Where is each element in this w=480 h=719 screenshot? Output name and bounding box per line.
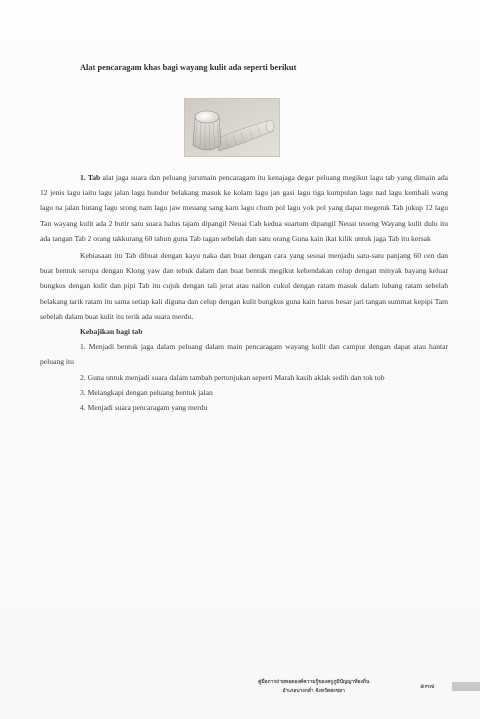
list-item-4: 4. Menjadi suara pencaragam yang merdu: [80, 403, 208, 413]
footer-caption: [258, 678, 369, 696]
tab-description: alat jaga suara dan peluang jurumain pencaragam itu kenajaga degar peluang megikut lagu tab yang dimain ada 12 jenis lagu iaitu lagu jalan lagu hundur belakang masuk ke kolam lagu jan gasi lagu tiga kumpulan lagu nad lagu kembali wang lagu na jalan hutang lagu srong nam lagu jaw meuang sang karn lagu chum pol lagu yok pol yang dapat megetuk Tab jukup 12 lagu Tan wayang kulit ada 2 butir satu suara halus tajam dipangil Neuai Cab kedua suartum dipangil Neuai teueng Wayang kulit dulu itu ada tangan Tab 2 orang takkurang 60 tahun guna Tab tagan sebelah dan satu orang Guna kain ikat kilik untuk jaga Tab itu kersak: [40, 173, 448, 243]
list-item-3: 3. Melangkapi dengan peluang bentuk jalan: [80, 387, 213, 397]
page-tab-marker: [452, 682, 480, 691]
body-text: [40, 170, 448, 415]
footer-line-1: คู่มือการถ่ายทอดองค์ความรู้ของครูภูมิปัญญาท้องถิ่น: [258, 679, 370, 685]
paragraph-construction: Kebiasaan itu Tab dibuat dengan kayu naka dan buat dengan cara yang sesuai menjadu satu-satu panjang 60 cen dan buat bentuk serupa dengan Klong yaw dan tebuk dalam dan buat bentuk megikut kehendakan celup dengan minyak bayang keluar bungkus dengan kulit dan pipi Tab itu cujuk dengan tali jerat atau nailon cukul dengan ratam masuk dalam lubang ratam sebelah belakang tarik ratam itu sama setiap kali diguna dan celup dengan kulit bungkus guna kain harus besar jari tangan summat kepipi Tam sebelah dalam buat kulit itu terik ada suara merdu.: [40, 251, 448, 321]
drum-photo: [184, 98, 280, 157]
footer-line-2: อำเภอบางกล่ำ จังหวัดสงขลา: [282, 688, 345, 694]
list-item-1: 1. Menjadi bentuk jaga dalam peluang dalam main pencaragam wayang kulit dan campur dengan dapat atau hantar peluang itu: [40, 342, 448, 367]
tab-label: 1. Tab: [80, 173, 101, 182]
page-number: ๑๓๗: [420, 682, 435, 690]
paragraph-tab: [40, 170, 448, 246]
tab-drum-image: [185, 99, 279, 156]
subheading-benefits: Kebajikan bagi tab: [80, 327, 143, 337]
section-heading: Alat pencaragam khas bagi wayang kulit ada seperti berikut: [80, 63, 297, 72]
list-item-2: 2. Guna untuk menjadi suara dalam tambah pertunjukan seperti Marah kasih aklak sedih dan tok tob: [80, 372, 385, 382]
